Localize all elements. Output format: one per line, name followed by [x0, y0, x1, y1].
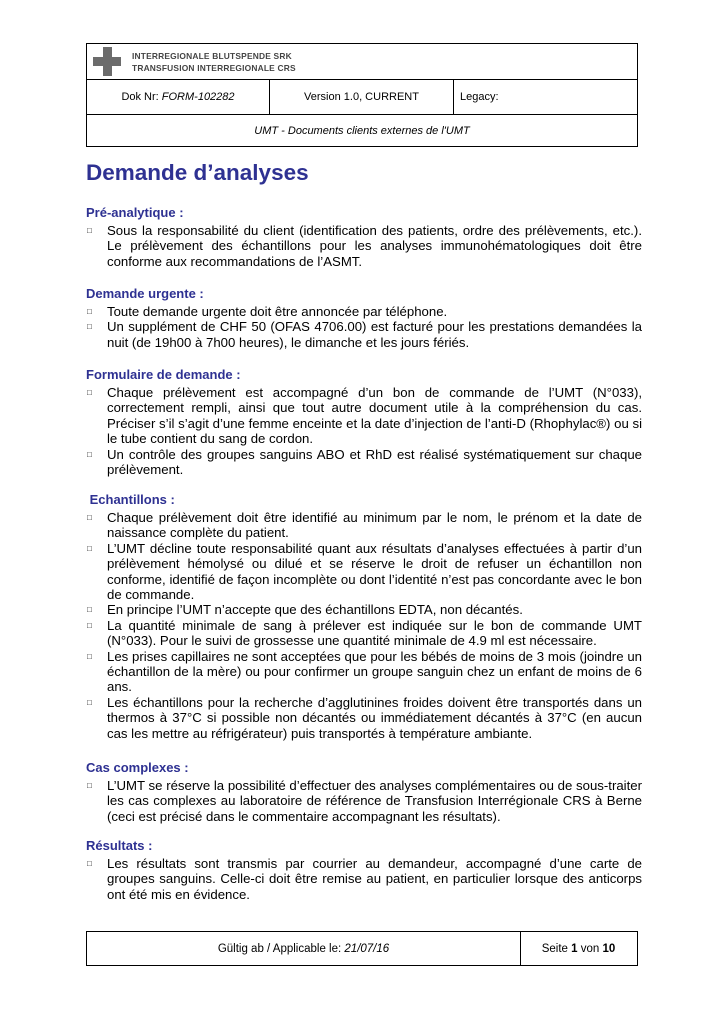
- doc-number: FORM-102282: [161, 90, 235, 103]
- list-item: [86, 304, 642, 319]
- doc-number-cell: [87, 79, 270, 114]
- bullet-icon: □: [87, 322, 92, 332]
- section-cas-complexes: [86, 760, 642, 824]
- list-item-text: L’UMT décline toute responsabilité quant aux résultats d’analyses effectuées à partir d’un prélèvement hémolysé ou dilué et se réserve le droit de refuser un échantillon non conforme, identifié de façon incomplète ou dont l’identité n’est pas concordante avec le bon de commande.: [107, 540, 642, 603]
- list-item: [86, 447, 642, 478]
- bullet-icon: □: [87, 307, 92, 316]
- meta-row: [87, 79, 637, 115]
- bullet-icon: □: [87, 697, 92, 707]
- logo-row: [87, 44, 637, 80]
- list-item-text: Chaque prélèvement doit être identifié au minimum par le nom, le prénom et la date de naissance complète du patient.: [107, 510, 642, 541]
- page-label: Seite: [541, 942, 568, 955]
- list-item-text: Les résultats sont transmis par courrier au demandeur, accompagné d’une carte de groupes sanguins. Celle-ci doit être remise au patient, en particulier lorsque des anticorps ont été mis en évidence.: [107, 856, 642, 902]
- list-item: [86, 319, 642, 350]
- version-cell: Version 1.0, CURRENT: [270, 79, 454, 114]
- bullet-icon: □: [87, 605, 92, 615]
- section-title: Résultats :: [86, 838, 153, 853]
- list-item-text: Chaque prélèvement est accompagné d’un bon de commande de l’UMT (N°033), correctement rempli, ainsi que tout autre document utile à la compréhension du cas. Préciser s’il s’agit d’une femme enceinte et la date d’injection de l’anti-D (Rhophylac®) ou si le tube contient du sang de cordon.: [107, 385, 642, 447]
- organization-name: [132, 51, 296, 74]
- section-title: Demande urgente :: [86, 286, 204, 301]
- section-echantillons: [86, 492, 642, 741]
- list-item-text: Les prises capillaires ne sont acceptées que pour les bébés de moins de 3 mois (joindre un échantillon de la mère) ou pour confirmer un groupe sanguin chez un enfant de moins de 6 ans.: [107, 648, 642, 695]
- list-item: [86, 649, 642, 695]
- section-title: Echantillons :: [86, 492, 175, 507]
- doc-number-label: Dok Nr:: [121, 90, 159, 103]
- section-title: Formulaire de demande :: [86, 367, 241, 382]
- document-footer: [86, 931, 638, 966]
- list-item-text: Un contrôle des groupes sanguins ABO et RhD est réalisé systématiquement sur chaque prélèvement.: [107, 446, 642, 478]
- page-of: von: [580, 942, 600, 955]
- section-title: Cas complexes :: [86, 760, 189, 775]
- list-item: [86, 695, 642, 741]
- validity-label: Gültig ab / Applicable le:: [217, 942, 342, 955]
- page-number-cell: [520, 932, 637, 965]
- list-item-text: Sous la responsabilité du client (identification des patients, ordre des prélèvements, etc.). Le prélèvement des échantillons pour les analyses immunohématologiques doit être conforme aux recommandations de l’ASMT.: [107, 223, 642, 269]
- page-title: Demande d’analyses: [86, 160, 309, 185]
- list-item: [86, 223, 642, 269]
- bullet-icon: □: [87, 651, 92, 661]
- bullet-icon: □: [87, 543, 92, 553]
- bullet-icon: □: [87, 781, 92, 790]
- bullet-icon: □: [87, 226, 92, 235]
- header-subtitle: UMT - Documents clients externes de l'UMT: [254, 124, 470, 137]
- section-title: Pré-analytique :: [86, 205, 184, 220]
- legacy-cell: Legacy:: [460, 90, 499, 103]
- bullet-icon: □: [87, 620, 92, 630]
- section-formulaire: [86, 367, 642, 477]
- document-header: [86, 43, 638, 147]
- list-item: [86, 778, 642, 824]
- list-item-text: Les échantillons pour la recherche d’agglutinines froides doivent être transportés dans un thermos à 37°C si possible non décantés ou immédiatement décantés à 37°C (en aucun cas les mettre au réfrigérateur) puis transportés à température ambiante.: [107, 694, 642, 741]
- list-item: [86, 385, 642, 447]
- validity-date: 21/07/16: [344, 942, 390, 955]
- bullet-icon: □: [87, 513, 92, 522]
- page-number: 1: [571, 942, 578, 955]
- section-resultats: [86, 838, 642, 902]
- list-item: [86, 618, 642, 649]
- list-item-text: En principe l’UMT n’accepte que des échantillons EDTA, non décantés.: [107, 602, 523, 618]
- org-line-1: INTERREGIONALE BLUTSPENDE SRK: [132, 51, 292, 61]
- bullet-icon: □: [87, 449, 92, 459]
- list-item-text: La quantité minimale de sang à prélever est indiquée sur le bon de commande UMT (N°033). Pour le suivi de grossesse une quantité minimale de 4.9 ml est nécessaire.: [107, 617, 642, 649]
- list-item-text: L’UMT se réserve la possibilité d’effectuer des analyses complémentaires ou de sous-traiter les cas complexes au laboratoire de référence de Transfusion Interrégionale CRS à Berne (ceci est précisé dans le commentaire accompagnant les résultats).: [107, 778, 642, 824]
- validity-cell: [87, 932, 521, 965]
- list-item: [86, 510, 642, 541]
- list-item-text: Un supplément de CHF 50 (OFAS 4706.00) est facturé pour les prestations demandées la nuit (de 19h00 à 7h00 heures), le dimanche et les jours fériés.: [107, 319, 642, 350]
- list-item: [86, 541, 642, 603]
- list-item-text: Toute demande urgente doit être annoncée par téléphone.: [107, 304, 448, 319]
- list-item: [86, 856, 642, 902]
- page-total: 10: [602, 942, 616, 955]
- bullet-icon: □: [87, 859, 92, 868]
- org-line-2: TRANSFUSION INTERREGIONALE CRS: [132, 62, 296, 73]
- list-item: [86, 602, 642, 617]
- section-demande-urgente: [86, 286, 642, 350]
- bullet-icon: □: [87, 388, 92, 397]
- section-pre-analytique: [86, 205, 642, 269]
- red-cross-logo-icon: [93, 47, 121, 76]
